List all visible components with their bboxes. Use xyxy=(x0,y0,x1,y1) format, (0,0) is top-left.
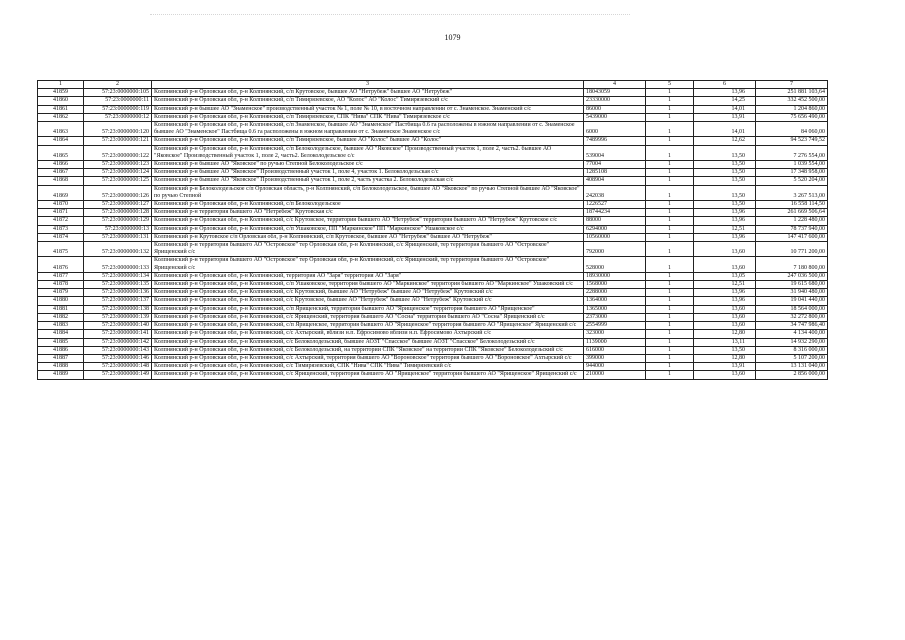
cadastral-value: 31 940 480,00 xyxy=(756,289,828,297)
address-description: Колпнянский р-н Орловская обл, р-н Колпнянский, с/п Знаменское, бывшее АО "Знаменское" Пастбища 0.6 га расположены в южном направлении от с. Знаменское бывшее АО "Знаменское" Пастбища 0.6 га расположены в южном направлении от с. Знаменское Знаменское с/с xyxy=(152,122,584,137)
cadastral-value: 10 771 200,00 xyxy=(756,242,828,257)
table-row xyxy=(38,322,828,330)
cadastral-value: 247 036 500,00 xyxy=(756,272,828,280)
cadastral-number: 57:23:0000000:124 xyxy=(84,169,152,177)
table-header-row xyxy=(38,81,828,89)
address-description: Колпнянский р-н бывшее АО "Знаменское" производственный участок № 1, поле № 10, в восточном направлении от с. Знаменское. Знаменский с/с xyxy=(152,105,584,113)
row-number: 41872 xyxy=(38,217,84,225)
row-number: 41867 xyxy=(38,169,84,177)
cadastral-number: 57:23:0000000:126 xyxy=(84,185,152,200)
cadastral-number: 57:23:0000000:105 xyxy=(84,89,152,97)
area: 88000 xyxy=(584,217,646,225)
specific-value: 12,80 xyxy=(694,330,756,338)
cadastral-value: 1 204 860,00 xyxy=(756,105,828,113)
count: 1 xyxy=(646,338,694,346)
cadastral-number: 57:23:0000000:140 xyxy=(84,322,152,330)
address-description: Колпнянский р-н территория бывшего АО "Островское" тер Орловская обл, р-н Колпнянский, с/с Ярищенский, тер территория бывшего АО "Островское" Ярищенский с/с xyxy=(152,257,584,272)
address-description: Колпнянский р-н Орловская обл, р-н Колпнянский, с/с Белоколодезьский, на территории СПК "Яковское" на территории СПК "Яковское" Белоколодезьский с/с xyxy=(152,346,584,354)
area: 5439000 xyxy=(584,113,646,121)
table-row xyxy=(38,177,828,185)
row-number: 41873 xyxy=(38,225,84,233)
cadastral-number: 57:23:0000000:136 xyxy=(84,289,152,297)
cadastral-number: 57:23:0000000:149 xyxy=(84,371,152,379)
cadastral-value: 32 272 800,00 xyxy=(756,313,828,321)
area: 944000 xyxy=(584,363,646,371)
cadastral-value: 332 452 500,00 xyxy=(756,97,828,105)
specific-value: 14,25 xyxy=(694,97,756,105)
address-description: Колпнянский р-н Орловская обл, р-н Колпнянский, с/п Тимирязевское, АО "Колос" АО "Колос" Тимирязевский с/с xyxy=(152,97,584,105)
cadastral-value: 4 134 400,00 xyxy=(756,330,828,338)
cadastral-value: 5 520 204,00 xyxy=(756,177,828,185)
specific-value: 12,62 xyxy=(694,137,756,145)
header-col-6: 6 xyxy=(694,81,756,89)
row-number: 41882 xyxy=(38,313,84,321)
area: 1364000 xyxy=(584,297,646,305)
row-number: 41877 xyxy=(38,272,84,280)
area: 1139000 xyxy=(584,338,646,346)
count: 1 xyxy=(646,371,694,379)
address-description: Колпнянский р-н Орловская обл, р-н Колпнянский, с/с Крутовское, бывшее АО "Нетрубеж" бывшее АО "Нетрубеж" Крутовский с/с xyxy=(152,297,584,305)
cadastral-value: 94 523 749,52 xyxy=(756,137,828,145)
cadastral-value: 1 228 480,00 xyxy=(756,217,828,225)
cadastral-value: 19 615 680,00 xyxy=(756,281,828,289)
specific-value: 13,60 xyxy=(694,322,756,330)
table-row xyxy=(38,363,828,371)
specific-value: 12,51 xyxy=(694,281,756,289)
table-row xyxy=(38,145,828,160)
address-description: Колпнянский р-н Орловская обл, р-н Колпнянский, с/п Крутовское, бывшее АО "Нетрубеж" бывшее АО "Нетрубеж" xyxy=(152,89,584,97)
count: 1 xyxy=(646,305,694,313)
row-number: 41865 xyxy=(38,145,84,160)
specific-value: 13,60 xyxy=(694,313,756,321)
table-row xyxy=(38,257,828,272)
cadastral-number: 57:23:0000000:143 xyxy=(84,346,152,354)
cadastral-number: 57:23:0000000:146 xyxy=(84,354,152,362)
cadastral-value: 251 881 103,64 xyxy=(756,89,828,97)
cadastral-value: 8 316 000,00 xyxy=(756,346,828,354)
cadastral-number: 57:23:0000000:12 xyxy=(84,113,152,121)
cadastral-number: 57:23:0000000:121 xyxy=(84,137,152,145)
cadastral-value: 261 669 506,64 xyxy=(756,209,828,217)
header-col-4: 4 xyxy=(584,81,646,89)
address-description: Колпнянский р-н Орловская обл, р-н Колпнянский, с/п Ярищенское, территория бывшего АО "Ярищенское" территория бывшего АО "Ярищенское" Ярищенский с/с xyxy=(152,322,584,330)
address-description: Колпнянский р-н Орловская обл, р-н Колпнянский, с/п Белоколодезьское, бывшее АО "Яковское" Производственный участок 1, поле 2, часть2. бывшее АО "Яковское" Производственный участок 1, поле 2, часть2. Белоколодезьское с/с xyxy=(152,145,584,160)
cadastral-value: 2 856 000,00 xyxy=(756,371,828,379)
area: 242038 xyxy=(584,185,646,200)
cadastral-value: 18 564 000,00 xyxy=(756,305,828,313)
table-row xyxy=(38,169,828,177)
count: 1 xyxy=(646,313,694,321)
cadastral-number: 57:23:0000000:139 xyxy=(84,313,152,321)
cadastral-number: 57:23:0000000:122 xyxy=(84,145,152,160)
cadastral-value: 19 041 440,00 xyxy=(756,297,828,305)
count: 1 xyxy=(646,233,694,241)
area: 86000 xyxy=(584,105,646,113)
specific-value: 13,50 xyxy=(694,169,756,177)
row-number: 41875 xyxy=(38,242,84,257)
count: 1 xyxy=(646,169,694,177)
address-description: Колпнянский р-н Орловская обл, р-н Колпнянский, территория АО "Заря" территория АО "Заря" xyxy=(152,272,584,280)
count: 1 xyxy=(646,113,694,121)
row-number: 41876 xyxy=(38,257,84,272)
table-row xyxy=(38,233,828,241)
table-row xyxy=(38,185,828,200)
table-row xyxy=(38,89,828,97)
area: 7489996 xyxy=(584,137,646,145)
count: 1 xyxy=(646,201,694,209)
cadastral-number: 57:23:0000000:135 xyxy=(84,281,152,289)
address-description: Колпнянский р-н Орловская обл, р-н Колпнянский, с/с Тимирязевский, СПК "Нива" СПК "Нива" Тимирязевский с/с xyxy=(152,363,584,371)
area: 1365000 xyxy=(584,305,646,313)
cadastral-number: 57:23:0000000:11 xyxy=(84,97,152,105)
cadastral-number: 57:23:0000000:137 xyxy=(84,297,152,305)
row-number: 41860 xyxy=(38,97,84,105)
table-body xyxy=(38,81,828,380)
specific-value: 12,80 xyxy=(694,354,756,362)
count: 1 xyxy=(646,122,694,137)
row-number: 41881 xyxy=(38,305,84,313)
address-description: Колпнянский р-н Орловская обл, р-н Колпнянский, с/п Ушаковское, территория бывшего АО "Маркинское" территория бывшего АО "Маркинское" Ушаковский с/с xyxy=(152,281,584,289)
cadastral-number: 57:23:0000000:132 xyxy=(84,242,152,257)
specific-value: 14,01 xyxy=(694,122,756,137)
specific-value: 13,96 xyxy=(694,209,756,217)
specific-value: 13,60 xyxy=(694,257,756,272)
area: 10560000 xyxy=(584,233,646,241)
cadastral-number: 57:23:0000000:125 xyxy=(84,177,152,185)
table-row xyxy=(38,113,828,121)
specific-value: 13,11 xyxy=(694,338,756,346)
count: 1 xyxy=(646,346,694,354)
table-row xyxy=(38,105,828,113)
address-description: Колпнянский р-н Орловская обл, р-н Колпнянский, с/с Белоколодезьский, бывшее АОЗТ "Спасское" бывшее АОЗТ "Спасское" Белоколодезьский с/с xyxy=(152,338,584,346)
address-description: Колпнянский р-н Орловская обл, р-н Колпнянский, с/с Ахтырский, вблизи н.п. Ефросимово вблизи н.п. Ефросимово Ахтырский с/с xyxy=(152,330,584,338)
specific-value: 13,60 xyxy=(694,242,756,257)
specific-value: 13,60 xyxy=(694,371,756,379)
area: 528000 xyxy=(584,257,646,272)
area: 408904 xyxy=(584,177,646,185)
specific-value: 13,50 xyxy=(694,346,756,354)
address-description: Колпнянский р-н Орловская обл, р-н Колпнянский, с/с Крутовский, бывшее АО "Нетрубеж" бывшее АО "Нетрубеж" Крутовский с/с xyxy=(152,289,584,297)
count: 1 xyxy=(646,322,694,330)
cadastral-number: 57:23:0000000:128 xyxy=(84,209,152,217)
specific-value: 13,50 xyxy=(694,161,756,169)
specific-value: 13,50 xyxy=(694,185,756,200)
row-number: 41868 xyxy=(38,177,84,185)
table-row xyxy=(38,297,828,305)
area: 792000 xyxy=(584,242,646,257)
count: 1 xyxy=(646,289,694,297)
cadastral-value: 5 107 200,00 xyxy=(756,354,828,362)
specific-value: 13,50 xyxy=(694,201,756,209)
address-description: Колпнянский р-н Орловская обл, р-н Колпнянский, с/с Ахтырский, территория бывшего АО "Вороновское" территория бывшего АО "Вороновское" Ахтырский с/с xyxy=(152,354,584,362)
header-col-5: 5 xyxy=(646,81,694,89)
cadastral-value: 3 267 513,00 xyxy=(756,185,828,200)
cadastral-value: 13 131 040,00 xyxy=(756,363,828,371)
address-description: Колпнянский р-н Орловская обл, р-н Колпнянский, с/с Ярищенский, территория бывшего АО "Ярищенское" территория бывшего АО "Ярищенское" Ярищенский с/с xyxy=(152,371,584,379)
table-row xyxy=(38,313,828,321)
row-number: 41864 xyxy=(38,137,84,145)
row-number: 41883 xyxy=(38,322,84,330)
table-row xyxy=(38,122,828,137)
count: 1 xyxy=(646,242,694,257)
row-number: 41880 xyxy=(38,297,84,305)
address-description: Колпнянский р-н Орловская обл, р-н Колпнянский, с/п Тимирязевское, СПК "Нива" СПК "Нива" Тимирязевское с/с xyxy=(152,113,584,121)
address-description: Колпнянский р-н бывшее АО "Яковское" Производственный участок 1, поле 4, участок 1. Белоколодезьская с/с xyxy=(152,169,584,177)
address-description: Колпнянский р-н Орловская обл, р-н Колпнянский, с/с Крутовское, территория бывшего АО "Нетрубеж" территория бывшего АО "Нетрубеж" Крутовское с/с xyxy=(152,217,584,225)
count: 1 xyxy=(646,330,694,338)
address-description: Колпнянский р-н Орловская обл, р-н Колпнянский, с/п Ушаковское, ПП "Маркинское" ПП "Маркинское" Ушаковское с/с xyxy=(152,225,584,233)
cadastral-number: 57:23:0000000:129 xyxy=(84,217,152,225)
specific-value: 13,96 xyxy=(694,289,756,297)
count: 1 xyxy=(646,161,694,169)
table-row xyxy=(38,330,828,338)
specific-value: 13,96 xyxy=(694,217,756,225)
row-number: 41863 xyxy=(38,122,84,137)
table-row xyxy=(38,137,828,145)
address-description: Колпнянский р-н Крутовское с/п Орловская обл, р-н Колпнянский, с/п Крутовское, бывшее АО "Нетрубеж" бывшее АО "Нетрубеж" xyxy=(152,233,584,241)
address-description: Колпнянский р-н Орловская обл, р-н Колпнянский, с/с Ярищенский, территория бывшего АО "Сосна" территория бывшего АО "Сосна" Ярищенский с/с xyxy=(152,313,584,321)
specific-value: 13,50 xyxy=(694,145,756,160)
cadastral-value: 16 558 114,50 xyxy=(756,201,828,209)
area: 18043059 xyxy=(584,89,646,97)
specific-value: 13,96 xyxy=(694,89,756,97)
area: 210000 xyxy=(584,371,646,379)
area: 399000 xyxy=(584,354,646,362)
cadastral-number: 57:23:0000000:131 xyxy=(84,233,152,241)
area: 6000 xyxy=(584,122,646,137)
area: 77004 xyxy=(584,161,646,169)
address-description: Колпнянский р-н Орловская обл, р-н Колпнянский, с/п Тимирязевское, бывшее АО "Колос" бывшее АО "Колос" xyxy=(152,137,584,145)
row-number: 41862 xyxy=(38,113,84,121)
area: 18930000 xyxy=(584,272,646,280)
address-description: Колпнянский р-н Орловская обл, р-н Колпнянский, с/п Белоколодезьское xyxy=(152,201,584,209)
area: 1226527 xyxy=(584,201,646,209)
row-number: 41871 xyxy=(38,209,84,217)
table-row xyxy=(38,305,828,313)
cadastral-number: 57:23:0000000:13 xyxy=(84,225,152,233)
cadastral-number: 57:23:0000000:119 xyxy=(84,105,152,113)
cadastral-value: 7 276 554,00 xyxy=(756,145,828,160)
row-number: 41884 xyxy=(38,330,84,338)
area: 1568000 xyxy=(584,281,646,289)
address-description: Колпнянский р-н территория бывшего АО "Островское" тер Орловская обл, р-н Колпнянский, с/с Ярищенский, тер территория бывшего АО "Островское" Ярищенский с/с xyxy=(152,242,584,257)
row-number: 41869 xyxy=(38,185,84,200)
table-row xyxy=(38,97,828,105)
area: 6294000 xyxy=(584,225,646,233)
row-number: 41888 xyxy=(38,363,84,371)
row-number: 41861 xyxy=(38,105,84,113)
table-row xyxy=(38,161,828,169)
cadastral-number: 57:23:0000000:120 xyxy=(84,122,152,137)
count: 1 xyxy=(646,272,694,280)
cadastral-value: 14 932 290,00 xyxy=(756,338,828,346)
area: 18744234 xyxy=(584,209,646,217)
specific-value: 13,50 xyxy=(694,177,756,185)
count: 1 xyxy=(646,105,694,113)
count: 1 xyxy=(646,217,694,225)
count: 1 xyxy=(646,89,694,97)
specific-value: 13,60 xyxy=(694,305,756,313)
cadastral-number: 57:23:0000000:127 xyxy=(84,201,152,209)
table-row xyxy=(38,346,828,354)
count: 1 xyxy=(646,281,694,289)
table-row xyxy=(38,242,828,257)
count: 1 xyxy=(646,363,694,371)
page-number: 1079 xyxy=(444,33,461,42)
specific-value: 13,91 xyxy=(694,363,756,371)
area: 2373000 xyxy=(584,313,646,321)
table-row xyxy=(38,201,828,209)
specific-value: 13,91 xyxy=(694,113,756,121)
row-number: 41866 xyxy=(38,161,84,169)
table-row xyxy=(38,209,828,217)
address-description: Колпнянский р-н Орловская обл, р-н Колпнянский, с/п Ярищенский, территория бывшего АО "Ярищенское" территория бывшего АО "Ярищенское" xyxy=(152,305,584,313)
address-description: Колпнянский р-н Белоколодезьское с/п Орловская область, р-н Колпнянский, с/п Белоколодезьское, бывшее АО "Яковское" по ручью Степной бывшее АО "Яковское" по ручью Степной xyxy=(152,185,584,200)
header-col-1: 1 xyxy=(38,81,84,89)
row-number: 41887 xyxy=(38,354,84,362)
table-row xyxy=(38,338,828,346)
row-number: 41878 xyxy=(38,281,84,289)
specific-value: 14,01 xyxy=(694,105,756,113)
area: 616000 xyxy=(584,346,646,354)
cadastral-value: 147 417 600,00 xyxy=(756,233,828,241)
count: 1 xyxy=(646,354,694,362)
row-number: 41889 xyxy=(38,371,84,379)
table-row xyxy=(38,371,828,379)
count: 1 xyxy=(646,145,694,160)
count: 1 xyxy=(646,209,694,217)
row-number: 41874 xyxy=(38,233,84,241)
count: 1 xyxy=(646,185,694,200)
cadastral-number: 57:23:0000000:148 xyxy=(84,363,152,371)
cadastral-value: 1 039 554,00 xyxy=(756,161,828,169)
count: 1 xyxy=(646,177,694,185)
count: 1 xyxy=(646,97,694,105)
cadastral-number: 57:23:0000000:141 xyxy=(84,330,152,338)
table-row xyxy=(38,354,828,362)
scan-artifact xyxy=(150,14,630,25)
specific-value: 13,96 xyxy=(694,233,756,241)
area: 539004 xyxy=(584,145,646,160)
cadastral-number: 57:23:0000000:142 xyxy=(84,338,152,346)
row-number: 41859 xyxy=(38,89,84,97)
area: 23330000 xyxy=(584,97,646,105)
cadastral-number: 57:23:0000000:133 xyxy=(84,257,152,272)
cadastral-value: 75 656 490,00 xyxy=(756,113,828,121)
count: 1 xyxy=(646,225,694,233)
cadastral-value: 7 180 800,00 xyxy=(756,257,828,272)
cadastral-value: 17 348 958,00 xyxy=(756,169,828,177)
row-number: 41886 xyxy=(38,346,84,354)
cadastral-number: 57:23:0000000:138 xyxy=(84,305,152,313)
count: 1 xyxy=(646,137,694,145)
count: 1 xyxy=(646,297,694,305)
header-col-3: 3 xyxy=(152,81,584,89)
header-col-7: 7 xyxy=(756,81,828,89)
area: 2288000 xyxy=(584,289,646,297)
area: 1285108 xyxy=(584,169,646,177)
cadastral-number: 57:23:0000000:123 xyxy=(84,161,152,169)
specific-value: 13,96 xyxy=(694,297,756,305)
row-number: 41870 xyxy=(38,201,84,209)
table-row xyxy=(38,217,828,225)
header-col-2: 2 xyxy=(84,81,152,89)
area: 323000 xyxy=(584,330,646,338)
table-row xyxy=(38,289,828,297)
count: 1 xyxy=(646,257,694,272)
cadastral-value: 84 060,00 xyxy=(756,122,828,137)
specific-value: 13,05 xyxy=(694,272,756,280)
cadastral-value-table xyxy=(37,80,828,380)
address-description: Колпнянский р-н бывшее АО "Яковское" Производственный участок 1, поле 2, часть участка 2. Белоколодезьская с/с xyxy=(152,177,584,185)
address-description: Колпнянский р-н бывшее АО "Яковское" по ручью Степной Белоколодезьское с/с xyxy=(152,161,584,169)
area: 2554999 xyxy=(584,322,646,330)
specific-value: 12,51 xyxy=(694,225,756,233)
row-number: 41879 xyxy=(38,289,84,297)
row-number: 41885 xyxy=(38,338,84,346)
table-row xyxy=(38,281,828,289)
cadastral-value: 34 747 986,40 xyxy=(756,322,828,330)
address-description: Колпнянский р-н территория бывшего АО "Нетребеж" Крутовская с/с xyxy=(152,209,584,217)
table-row xyxy=(38,272,828,280)
cadastral-number: 57:23:0000000:134 xyxy=(84,272,152,280)
table-row xyxy=(38,225,828,233)
cadastral-value: 78 737 940,00 xyxy=(756,225,828,233)
